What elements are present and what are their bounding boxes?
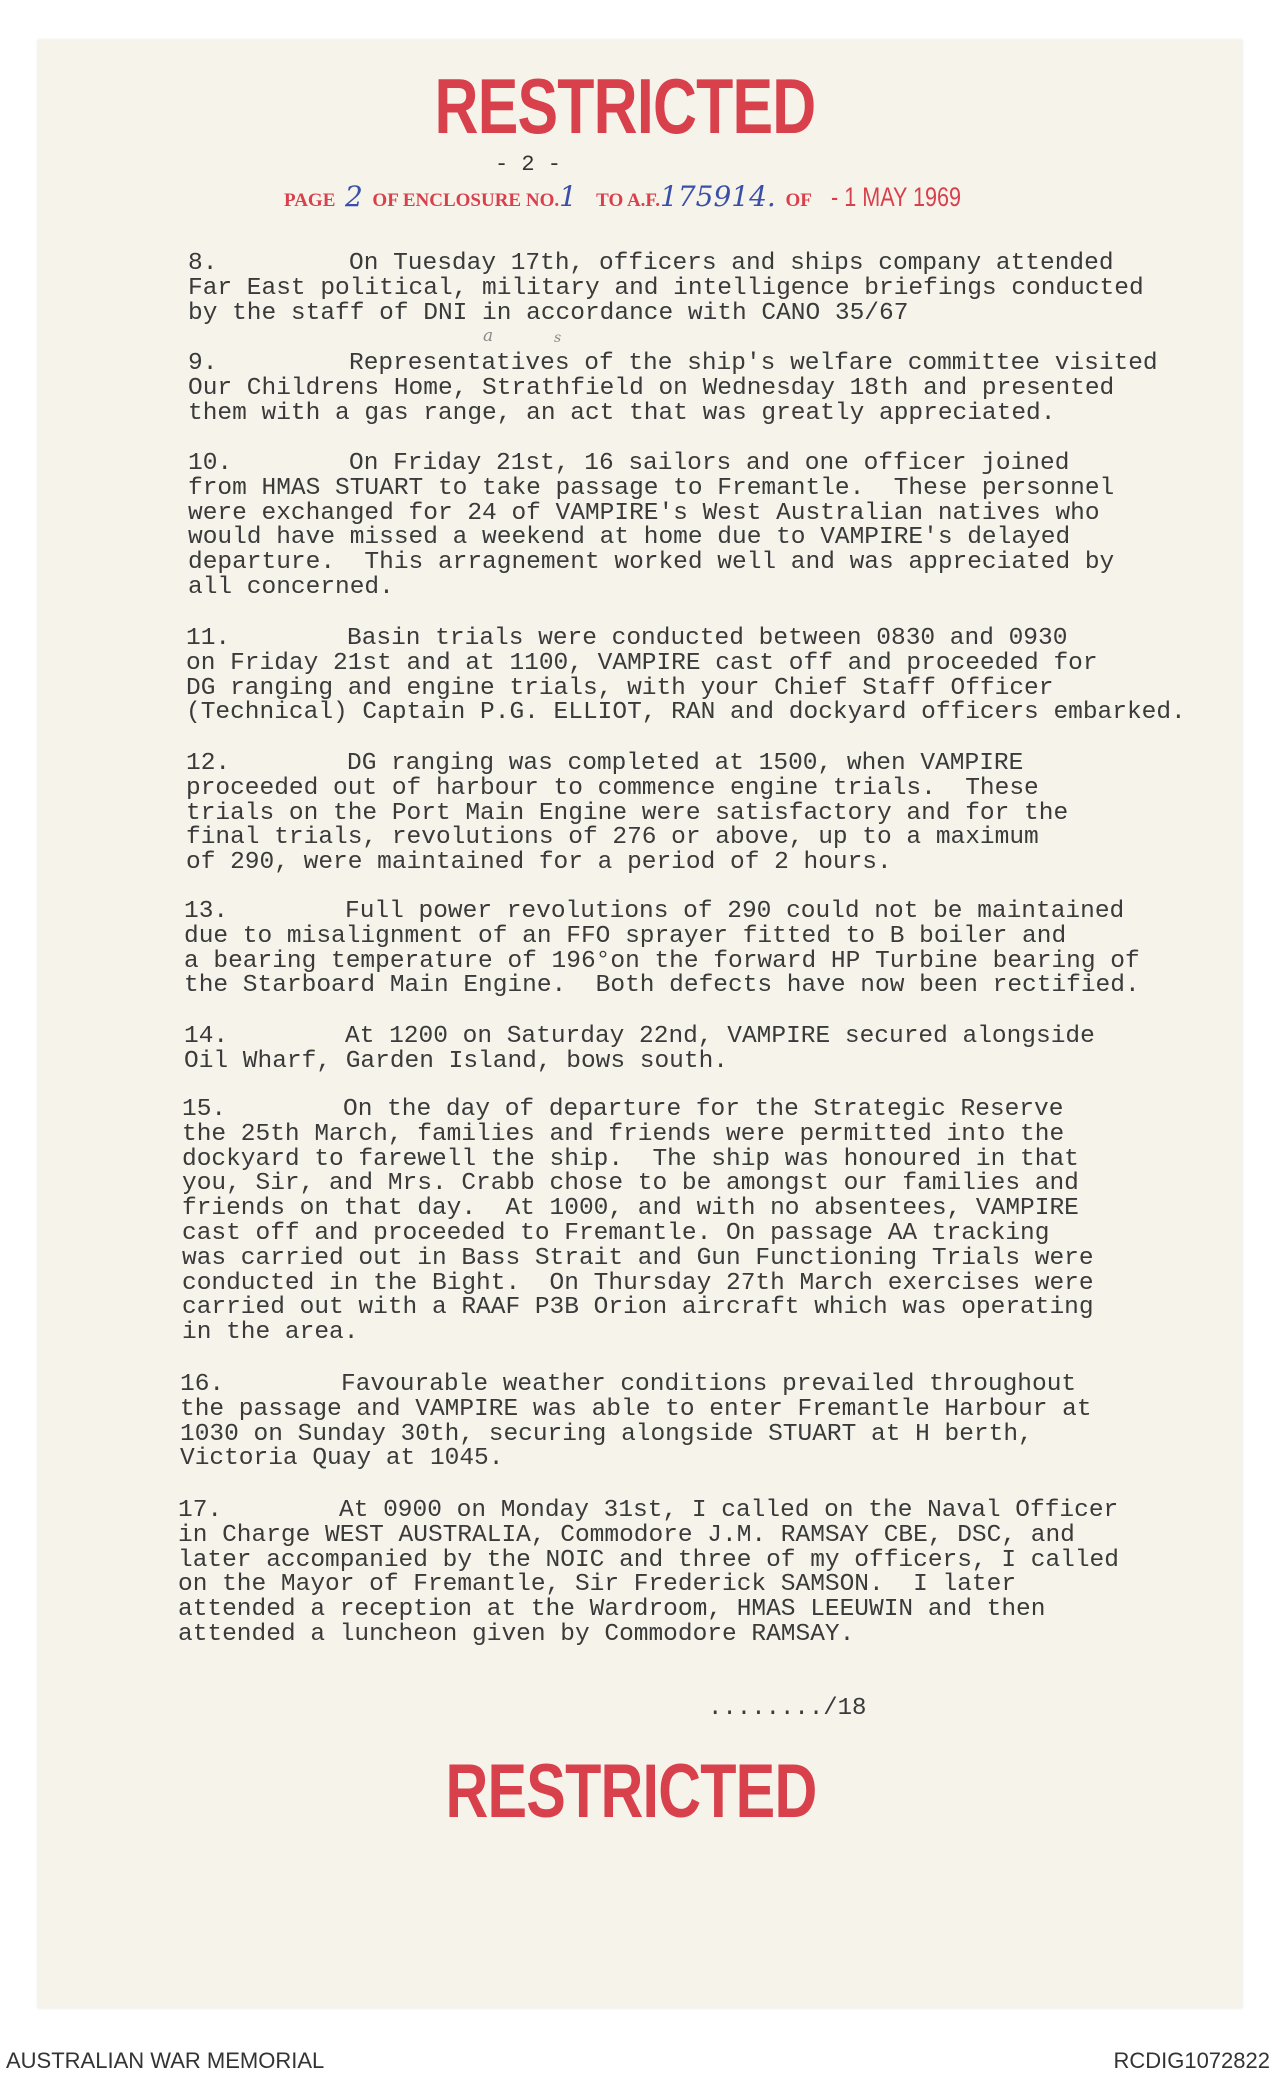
paragraph-line: by the staff of DNI in accordance with CANO 35/67: [188, 299, 909, 327]
paragraph-line: on Friday 21st and at 1100, VAMPIRE cast off and proceeded for: [186, 649, 1098, 677]
paragraph-line: was carried out in Bass Strait and Gun Functioning Trials were: [182, 1244, 1094, 1272]
paragraph-line: the Starboard Main Engine. Both defects have now been rectified.: [184, 972, 1140, 1000]
paragraph-line: attended a luncheon given by Commodore RAMSAY.: [178, 1620, 855, 1648]
paragraph-number: 14.: [184, 1023, 229, 1050]
paragraph-line: cast off and proceeded to Fremantle. On passage AA tracking: [182, 1219, 1050, 1247]
paragraph-line: them with a gas range, an act that was greatly appreciated.: [188, 399, 1056, 427]
paragraph-16: [180, 1373, 1092, 1472]
paragraph-line: carried out with a RAAF P3B Orion aircraft which was operating: [182, 1294, 1094, 1322]
paragraph-text: On the day of departure for the Strategic Reserve: [343, 1096, 1064, 1123]
pen-annotation-s: s: [554, 330, 562, 346]
stamp-date: - 1 MAY 1969: [831, 182, 962, 212]
paragraph-line: DG ranging and engine trials, with your Chief Staff Officer: [186, 674, 1054, 702]
paragraph-13: [184, 900, 1140, 999]
restricted-stamp-bottom: RESTRICTED: [445, 1749, 817, 1834]
paragraph-number: 17.: [178, 1497, 223, 1524]
paragraph-line: [182, 1098, 1094, 1123]
paragraph-8: [188, 252, 1144, 326]
paragraph-9: [188, 352, 1158, 426]
paragraph-line: [188, 252, 1144, 277]
paragraph-line: [186, 752, 1068, 777]
paragraph-line: (Technical) Captain P.G. ELLIOT, RAN and dockyard officers embarked.: [186, 699, 1186, 727]
paragraph-line: the 25th March, families and friends were permitted into the: [182, 1120, 1065, 1148]
paragraph-line: [188, 352, 1158, 377]
paragraph-14: [184, 1025, 1095, 1075]
af-label: TO A.F.: [596, 190, 661, 211]
paragraph-text: DG ranging was completed at 1500, when VAMPIRE: [347, 750, 1024, 777]
paragraph-number: 10.: [188, 450, 233, 477]
paragraph-line: 1030 on Sunday 30th, securing alongside STUART at H berth,: [180, 1420, 1033, 1448]
page-value: 2: [344, 180, 363, 213]
paragraph-line: final trials, revolutions of 276 or above, up to a maximum: [186, 824, 1039, 852]
paragraph-line: a bearing temperature of 196°on the forward HP Turbine bearing of: [184, 947, 1140, 975]
paragraph-line: Oil Wharf, Garden Island, bows south.: [184, 1047, 728, 1075]
paragraph-line: of 290, were maintained for a period of 2 hours.: [186, 849, 892, 877]
page-label: PAGE: [284, 190, 336, 211]
paragraph-line: attended a reception at the Wardroom, HMAS LEEUWIN and then: [178, 1596, 1046, 1624]
af-value: 175914.: [660, 180, 776, 213]
paragraph-number: 13.: [184, 898, 229, 925]
paragraph-line: would have missed a weekend at home due to VAMPIRE's delayed: [188, 524, 1071, 552]
paragraph-line: all concerned.: [188, 573, 394, 601]
paragraph-line: conducted in the Bight. On Thursday 27th March exercises were: [182, 1269, 1094, 1297]
pen-annotation-a: a: [483, 326, 494, 346]
restricted-stamp-top: RESTRICTED: [434, 62, 816, 150]
paragraph-11: [186, 627, 1186, 726]
continuation-marker: ......../18: [708, 1695, 867, 1722]
paragraph-text: At 0900 on Monday 31st, I called on the Naval Officer: [339, 1497, 1119, 1524]
paragraph-line: due to misalignment of an FFO sprayer fitted to B boiler and: [184, 922, 1067, 950]
paragraph-line: Our Childrens Home, Strathfield on Wednesday 18th and presented: [188, 374, 1115, 402]
paragraph-line: friends on that day. At 1000, and with no absentees, VAMPIRE: [182, 1195, 1079, 1223]
footer-source: AUSTRALIAN WAR MEMORIAL: [6, 2048, 325, 2073]
paragraph-line: [188, 452, 1114, 477]
paragraph-line: later accompanied by the NOIC and three of my officers, I called: [178, 1546, 1119, 1574]
footer-id: RCDIG1072822: [1113, 2048, 1270, 2073]
enclosure-label: OF ENCLOSURE NO.: [372, 190, 560, 211]
paragraph-number: 8.: [188, 250, 218, 277]
paragraph-text: Representatives of the ship's welfare committee visited: [349, 350, 1158, 377]
paragraph-15: [182, 1098, 1094, 1346]
paragraph-number: 16.: [180, 1371, 225, 1398]
paragraph-line: [184, 900, 1140, 925]
page-marker: - 2 -: [495, 152, 562, 177]
paragraph-17: [178, 1499, 1119, 1648]
paragraph-line: dockyard to farewell the ship. The ship was honoured in that: [182, 1145, 1079, 1173]
paragraph-10: [188, 452, 1114, 601]
paragraph-text: Full power revolutions of 290 could not be maintained: [345, 898, 1125, 925]
paragraph-line: the passage and VAMPIRE was able to enter Fremantle Harbour at: [180, 1395, 1092, 1423]
paragraph-line: Far East political, military and intelligence briefings conducted: [188, 274, 1144, 302]
paragraph-number: 15.: [182, 1096, 227, 1123]
paragraph-line: [180, 1373, 1092, 1398]
paragraph-text: On Friday 21st, 16 sailors and one officer joined: [349, 450, 1070, 477]
enclosure-stamp: [284, 180, 994, 213]
enclosure-value: 1: [559, 180, 577, 213]
paragraph-12: [186, 752, 1068, 876]
of-label: OF: [785, 190, 812, 211]
paragraph-line: trials on the Port Main Engine were satisfactory and for the: [186, 799, 1069, 827]
paragraph-text: Basin trials were conducted between 0830 and 0930: [347, 625, 1068, 652]
paragraph-line: [184, 1025, 1095, 1050]
paragraph-number: 9.: [188, 350, 218, 377]
paragraph-line: were exchanged for 24 of VAMPIRE's West Australian natives who: [188, 499, 1100, 527]
paragraph-text: On Tuesday 17th, officers and ships company attended: [349, 250, 1114, 277]
paragraph-line: [178, 1499, 1119, 1524]
paragraph-text: Favourable weather conditions prevailed throughout: [341, 1371, 1077, 1398]
paragraph-number: 12.: [186, 750, 231, 777]
paragraph-line: departure. This arragnement worked well and was appreciated by: [188, 549, 1115, 577]
paragraph-text: At 1200 on Saturday 22nd, VAMPIRE secured alongside: [345, 1023, 1095, 1050]
paragraph-line: on the Mayor of Fremantle, Sir Frederick SAMSON. I later: [178, 1571, 1017, 1599]
paragraph-line: in Charge WEST AUSTRALIA, Commodore J.M. RAMSAY CBE, DSC, and: [178, 1521, 1075, 1549]
paragraph-line: Victoria Quay at 1045.: [180, 1445, 504, 1473]
paragraph-line: from HMAS STUART to take passage to Fremantle. These personnel: [188, 474, 1115, 502]
paragraph-line: in the area.: [182, 1319, 359, 1347]
paragraph-line: [186, 627, 1186, 652]
paragraph-line: proceeded out of harbour to commence engine trials. These: [186, 774, 1039, 802]
paragraph-number: 11.: [186, 625, 231, 652]
paragraph-line: you, Sir, and Mrs. Crabb chose to be amongst our families and: [182, 1170, 1079, 1198]
